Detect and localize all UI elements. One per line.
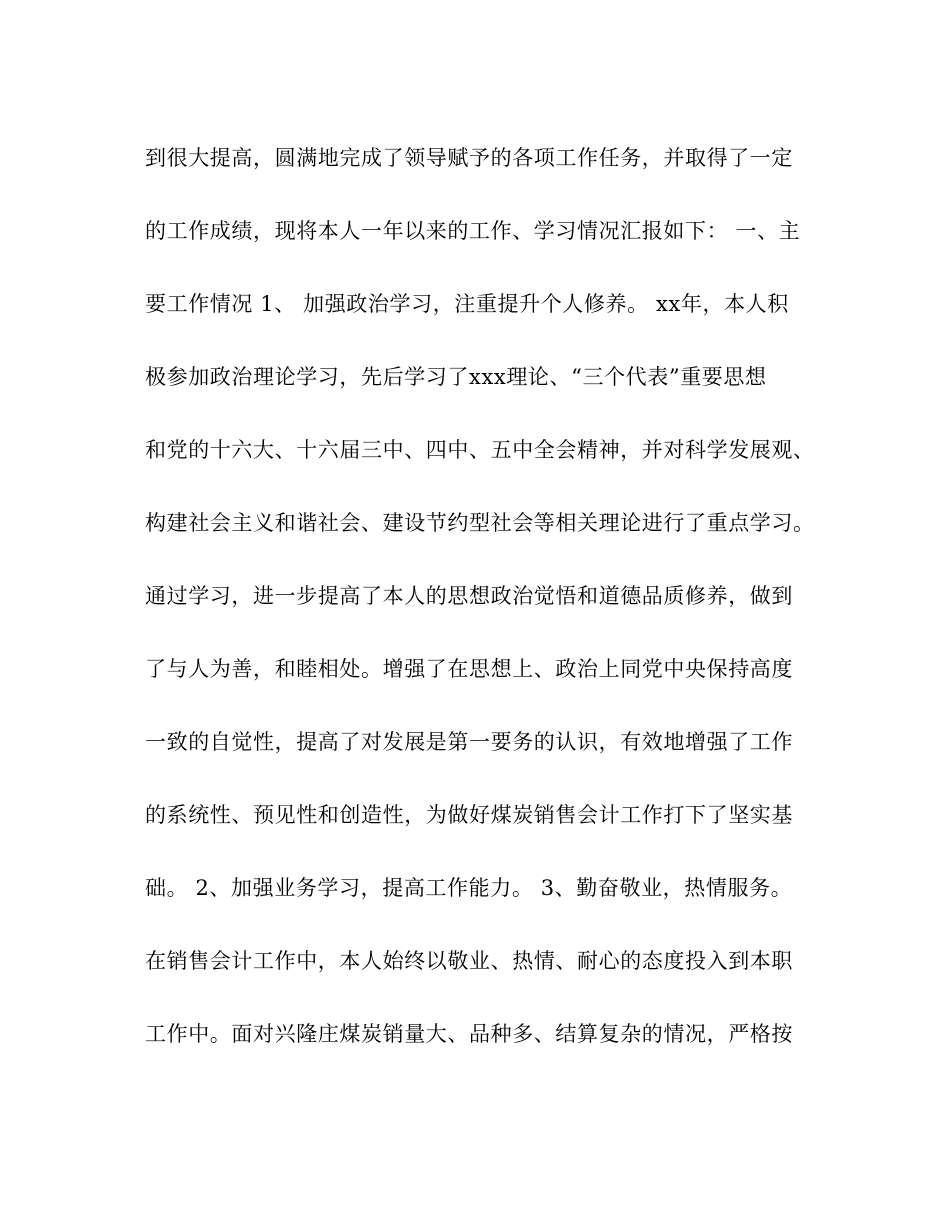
text-line: 了与人为善，和睦相处。增强了在思想上、政治上同党中央保持高度 (145, 657, 793, 681)
text-line: 到很大提高，圆满地完成了领导赋予的各项工作任务，并取得了一定 (145, 146, 793, 170)
text-line: 通过学习，进一步提高了本人的思想政治觉悟和道德品质修养，做到 (145, 584, 793, 608)
text-line: 构建社会主义和谐社会、建设节约型社会等相关理论进行了重点学习。 (145, 511, 815, 535)
text-line: 的工作成绩，现将本人一年以来的工作、学习情况汇报如下： 一、主 (145, 219, 801, 243)
text-line: 工作中。面对兴隆庄煤炭销量大、品种多、结算复杂的情况，严格按 (145, 1022, 793, 1046)
text-line: 一致的自觉性，提高了对发展是第一要务的认识，有效地增强了工作 (145, 730, 793, 754)
text-line: 要工作情况 1、 加强政治学习，注重提升个人修养。 xx年，本人积 (145, 292, 789, 316)
text-line: 础。 2、加强业务学习，提高工作能力。 3、勤奋敬业，热情服务。 (145, 876, 793, 900)
text-line: 在销售会计工作中，本人始终以敬业、热情、耐心的态度投入到本职 (145, 949, 793, 973)
text-line: 的系统性、预见性和创造性，为做好煤炭销售会计工作打下了坚实基 (145, 803, 793, 827)
text-line: 和党的十六大、十六届三中、四中、五中全会精神，并对科学发展观、 (145, 438, 815, 462)
text-line: 极参加政治理论学习，先后学习了xxx理论、“三个代表”重要思想 (145, 365, 767, 389)
